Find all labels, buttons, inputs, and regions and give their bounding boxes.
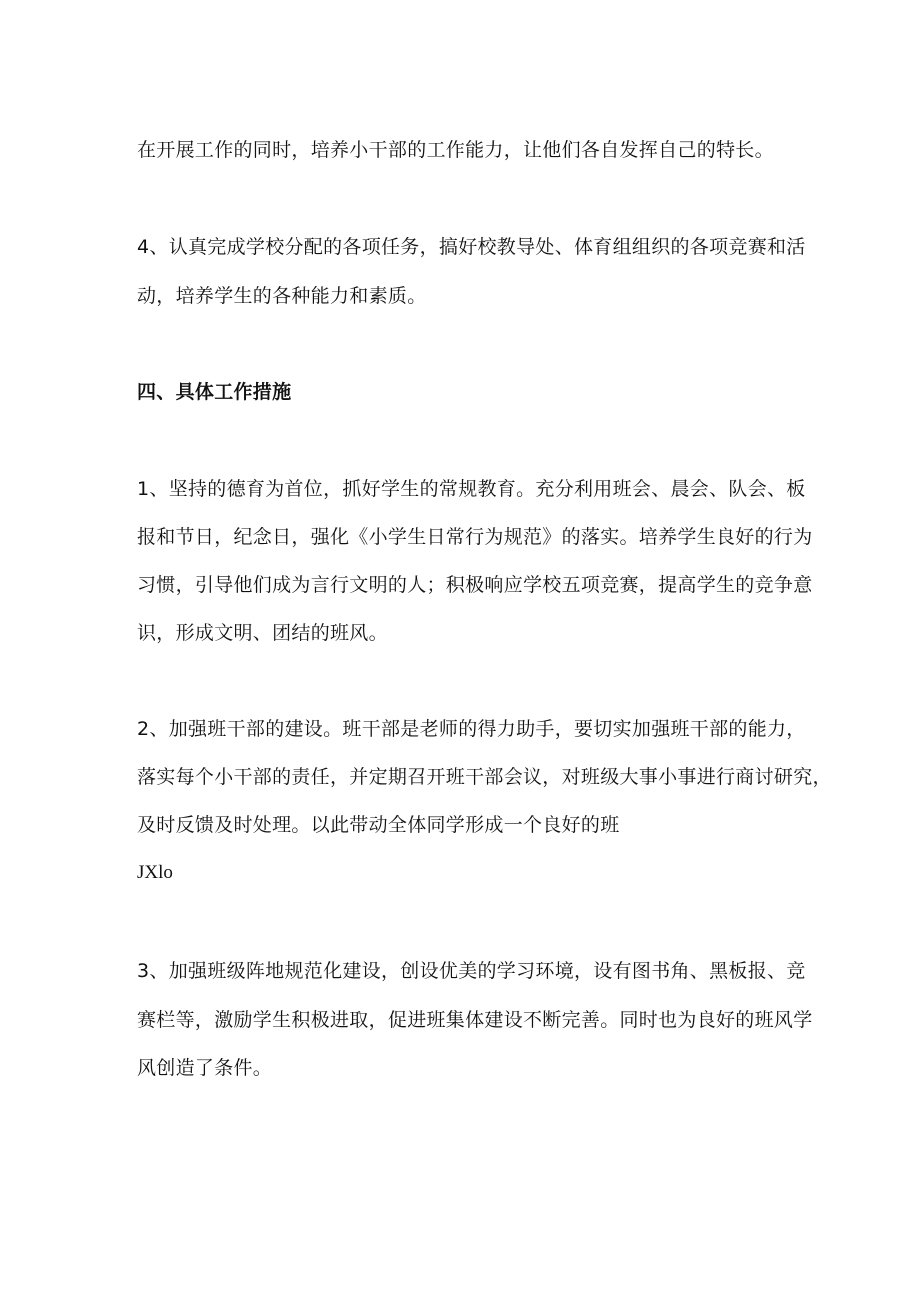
- paragraph-3-line-1: 1、坚持的德育为首位，抓好学生的常规教育。充分利用班会、晨会、队会、板: [137, 478, 806, 500]
- paragraph-2-line-1: 4、认真完成学校分配的各项任务，搞好校教导处、体育组组织的各项竞赛和活: [137, 236, 806, 258]
- paragraph-3-line-3: 习惯，引导他们成为言行文明的人；积极响应学校五项竞赛，提高学生的竞争意: [137, 574, 813, 596]
- paragraph-4-line-2: 落实每个小干部的责任，并定期召开班干部会议，对班级大事小事进行商讨研究，: [137, 766, 832, 788]
- paragraph-2-line-2: 动，培养学生的各种能力和素质。: [137, 285, 427, 307]
- paragraph-4-line-3: 及时反馈及时处理。以此带动全体同学形成一个良好的班: [137, 814, 620, 836]
- paragraph-1-line-1: 在开展工作的同时，培养小干部的工作能力，让他们各自发挥自己的特长。: [137, 139, 774, 161]
- paragraph-5-line-2: 赛栏等，激励学生积极进取，促进班集体建设不断完善。同时也为良好的班风学: [137, 1009, 813, 1031]
- paragraph-5-line-3: 风创造了条件。: [137, 1057, 273, 1079]
- section-heading: 四、具体工作措施: [137, 381, 292, 403]
- paragraph-4-line-4: JXlo: [137, 862, 173, 883]
- paragraph-3-line-2: 报和节日，纪念日，强化《小学生日常行为规范》的落实。培养学生良好的行为: [137, 526, 813, 548]
- paragraph-3-line-4: 识，形成文明、团结的班风。: [137, 622, 388, 644]
- paragraph-4-line-1: 2、加强班干部的建设。班干部是老师的得力助手，要切实加强班干部的能力，: [137, 718, 806, 740]
- paragraph-5-line-1: 3、加强班级阵地规范化建设，创设优美的学习环境，设有图书角、黑板报、竞: [137, 960, 806, 982]
